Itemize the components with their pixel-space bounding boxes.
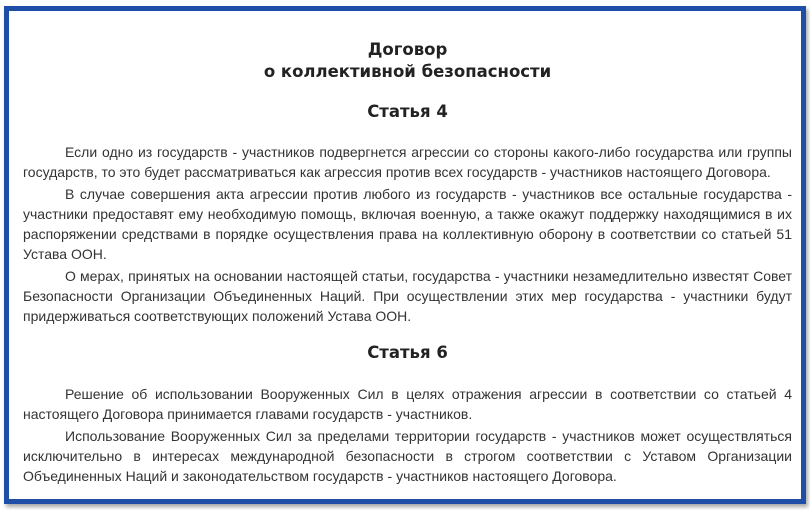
paragraph: В случае совершения акта агрессии против любого из государств - участников все остальные государства - участники предоставят ему необходимую помощь, включая военную, а также окажут поддержку находящимися в их распоряжении средствами в порядке осуществления права на коллективную оборону в соответствии со статьей 51 Устава ООН. bbox=[23, 186, 792, 262]
paragraph: Если одно из государств - участников подвергнется агрессии со стороны какого-либо государства или группы государств, то это будет рассматриваться как агрессия против всех государств - участников настоящего Договора. bbox=[23, 144, 792, 180]
document-frame bbox=[4, 6, 806, 504]
paragraph: Решение об использовании Вооруженных Сил в целях отражения агрессии в соответствии со статьей 4 настоящего Договора принимается главами государств - участников. bbox=[23, 386, 792, 422]
article-4-heading: Статья 4 bbox=[367, 102, 448, 121]
document-title bbox=[23, 39, 792, 83]
document-content bbox=[23, 11, 792, 488]
title-line-1: Договор bbox=[367, 40, 448, 59]
title-line-2: о коллективной безопасности bbox=[263, 62, 552, 81]
article-6-heading: Статья 6 bbox=[367, 343, 448, 362]
paragraph: Использование Вооруженных Сил за пределами территории государств - участников может осуществляться исключительно в интересах международной безопасности в строгом соответствии с Уставом Организации Объединенных Наций и законодательством государств - участников настоящего Договора. bbox=[23, 428, 792, 484]
paragraph: О мерах, принятых на основании настоящей статьи, государства - участники незамедлительно известят Совет Безопасности Организации Объединенных Наций. При осуществлении этих мер государства - участники будут придерживаться соответствующих положений Устава ООН. bbox=[23, 268, 792, 324]
